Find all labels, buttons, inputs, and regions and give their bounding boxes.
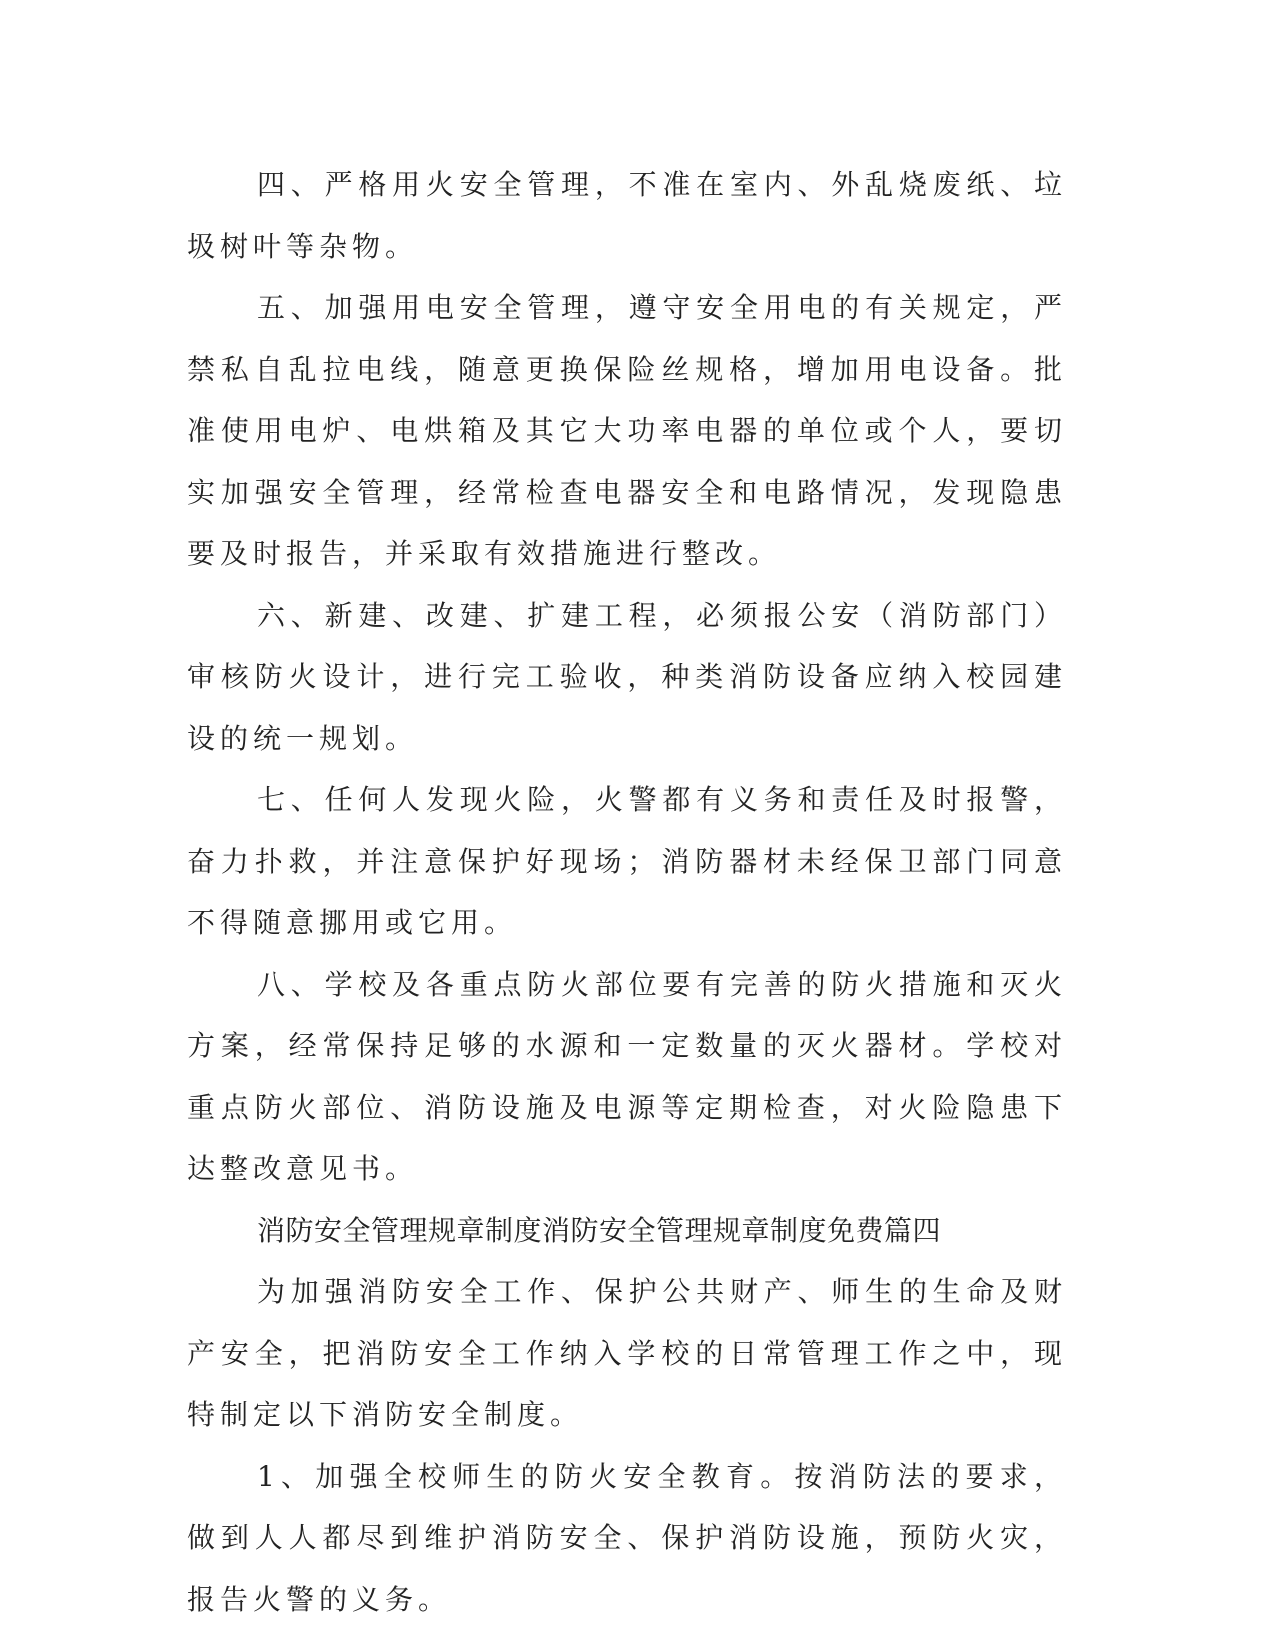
- document-body: [187, 154, 1067, 1630]
- section-heading: 消防安全管理规章制度消防安全管理规章制度免费篇四: [257, 1213, 942, 1247]
- paragraph-rule-6: 六、新建、改建、扩建工程，必须报公安（消防部门）审核防火设计，进行完工验收，种类消防设备应纳入校园建设的统一规划。: [187, 598, 1067, 755]
- paragraph-rule-4: 四、严格用火安全管理，不准在室内、外乱烧废纸、垃圾树叶等杂物。: [187, 168, 1067, 263]
- paragraph-rule-7: 七、任何人发现火险，火警都有义务和责任及时报警，奋力扑救，并注意保护好现场；消防器材未经保卫部门同意不得随意挪用或它用。: [187, 783, 1067, 939]
- paragraph-item-1: 1、加强全校师生的防火安全教育。按消防法的要求，做到人人都尽到维护消防安全、保护消防设施，预防火灾，报告火警的义务。: [187, 1459, 1067, 1616]
- paragraph-rule-5: 五、加强用电安全管理，遵守安全用电的有关规定，严禁私自乱拉电线，随意更换保险丝规格，增加用电设备。批准使用电炉、电烘箱及其它大功率电器的单位或个人，要切实加强安全管理，经常检查电器安全和电路情况，发现隐患要及时报告，并采取有效措施进行整改。: [187, 291, 1067, 570]
- paragraph-rule-8: 八、学校及各重点防火部位要有完善的防火措施和灭火方案，经常保持足够的水源和一定数量的灭火器材。学校对重点防火部位、消防设施及电源等定期检查，对火险隐患下达整改意见书。: [187, 967, 1067, 1185]
- paragraph-intro: 为加强消防安全工作、保护公共财产、师生的生命及财产安全，把消防安全工作纳入学校的日常管理工作之中，现特制定以下消防安全制度。: [187, 1275, 1067, 1431]
